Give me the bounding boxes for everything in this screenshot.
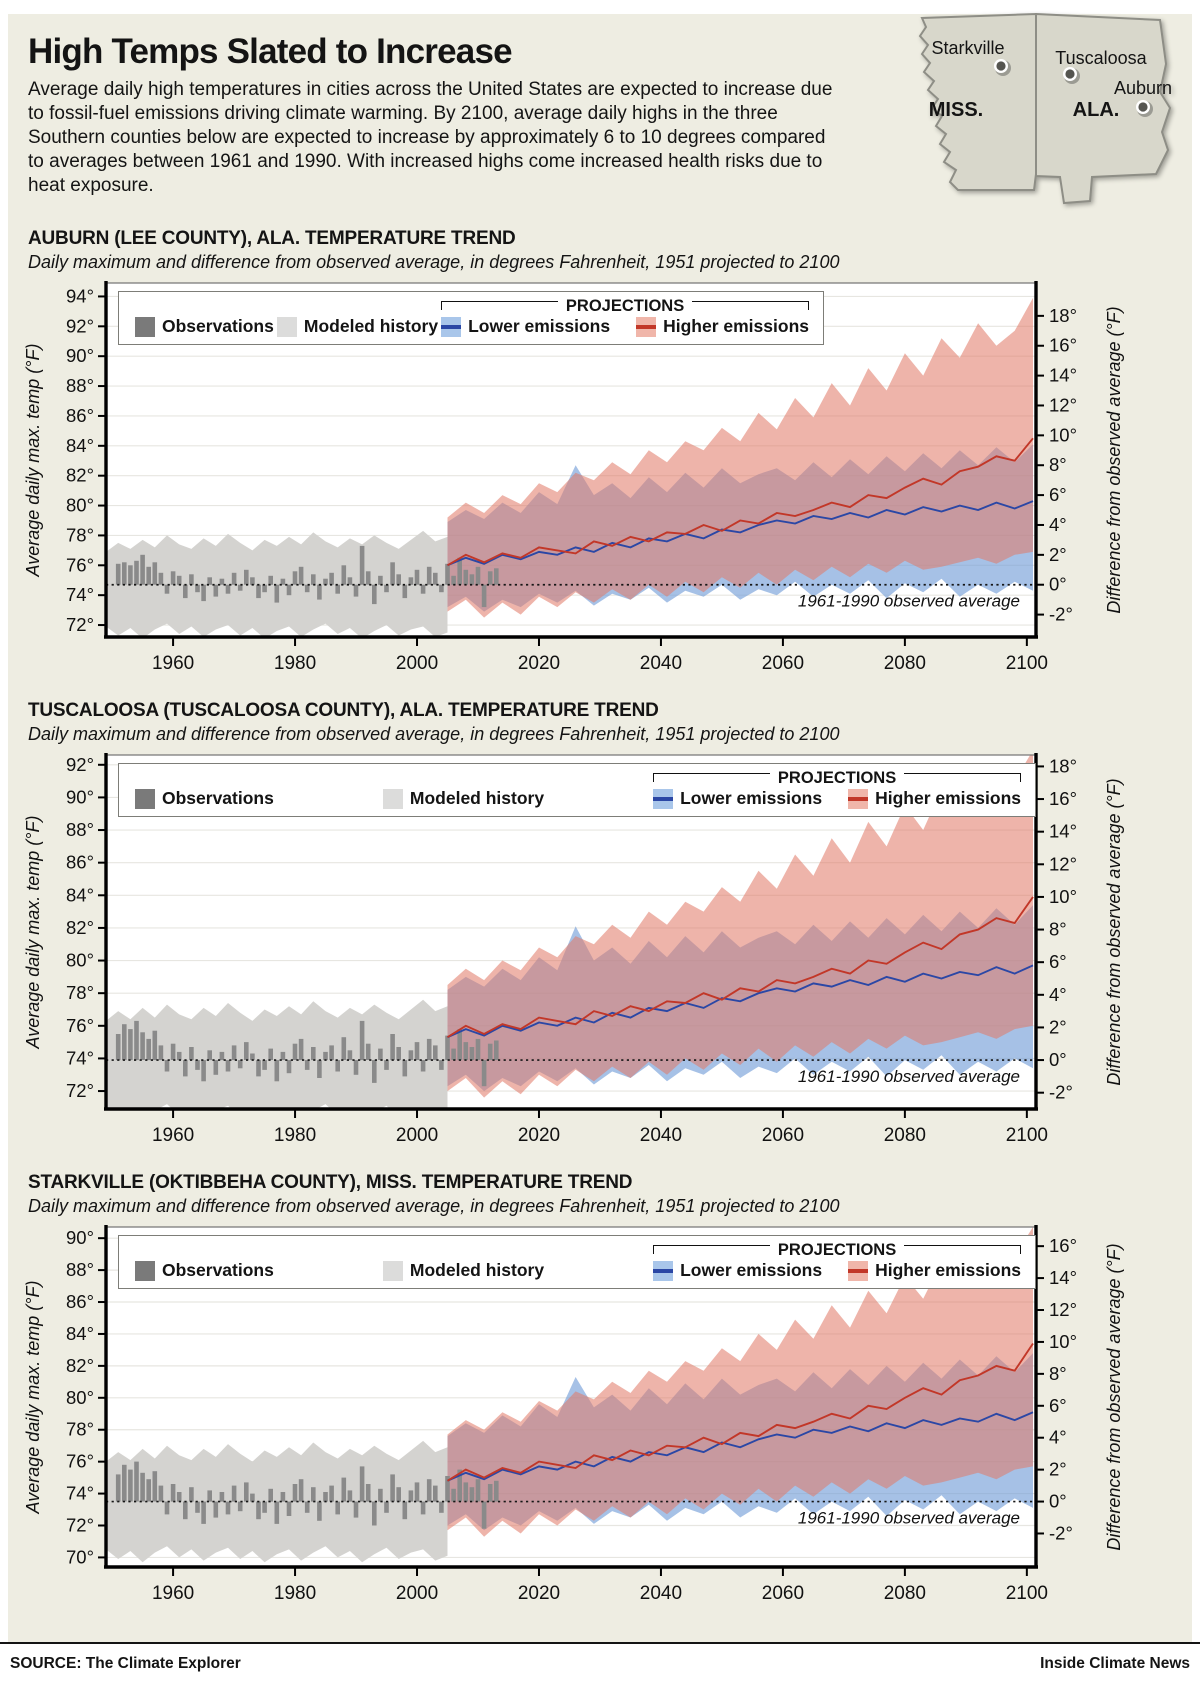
svg-text:88°: 88° (66, 1259, 94, 1281)
marker-dot (996, 61, 1005, 70)
svg-text:90°: 90° (66, 786, 94, 808)
city-label-starkville: Starkville (931, 38, 1005, 58)
city-label-auburn: Auburn (1113, 78, 1173, 98)
svg-text:2060: 2060 (761, 1125, 805, 1146)
projections-label: PROJECTIONS (777, 769, 897, 787)
svg-text:1961-1990 observed average: 1961-1990 observed average (797, 1508, 1020, 1528)
lower-emissions-line-icon (653, 1269, 673, 1273)
svg-text:0°: 0° (1049, 1049, 1067, 1071)
left-axis-title: Average daily max. temp (°F) (23, 815, 43, 1049)
legend-label: Modeled history (409, 788, 545, 808)
svg-text:72°: 72° (66, 614, 94, 636)
svg-text:10°: 10° (1049, 885, 1077, 907)
bracket-line (904, 773, 1021, 782)
modeled-history-swatch-icon (383, 1261, 403, 1281)
svg-text:1980: 1980 (273, 1583, 317, 1604)
legend-item-higher-emissions (848, 788, 1021, 809)
svg-text:2060: 2060 (761, 653, 805, 674)
higher-emissions-line-icon (848, 797, 868, 801)
chart-section-auburn (23, 228, 1192, 686)
chart-subtitle: Daily maximum and difference from observed average, in degrees Fahrenheit, 1951 projected to 2100 (28, 1196, 840, 1216)
observations-swatch-icon (135, 1261, 155, 1281)
svg-text:80°: 80° (66, 1386, 94, 1408)
legend-label: Modeled history (409, 1260, 545, 1280)
svg-text:78°: 78° (66, 524, 94, 546)
locator-map (838, 4, 1190, 214)
svg-text:2100: 2100 (1005, 653, 1048, 674)
chart-title: AUBURN (LEE COUNTY), ALA. TEMPERATURE TREND (28, 228, 516, 249)
legend-item-lower-emissions (653, 788, 822, 809)
legend-label: Observations (162, 1260, 274, 1280)
svg-text:4°: 4° (1049, 1426, 1067, 1448)
svg-text:92°: 92° (66, 315, 94, 337)
svg-text:74°: 74° (66, 1482, 94, 1504)
projections-bracket (653, 1242, 1021, 1260)
svg-text:78°: 78° (66, 982, 94, 1004)
temperature-chart-starkville (22, 1221, 1168, 1616)
svg-text:2040: 2040 (639, 1125, 683, 1146)
svg-text:2°: 2° (1049, 543, 1067, 565)
projections-group (653, 770, 1021, 809)
svg-text:90°: 90° (66, 1227, 94, 1249)
svg-text:8°: 8° (1049, 454, 1067, 476)
legend-label: Higher emissions (875, 788, 1021, 808)
svg-text:14°: 14° (1049, 820, 1077, 842)
legend-item-modeled-history (277, 316, 438, 337)
higher-emissions-swatch-icon (848, 789, 868, 809)
svg-text:8°: 8° (1049, 918, 1067, 940)
temperature-chart-tuscaloosa (22, 749, 1168, 1158)
source-credit: SOURCE: The Climate Explorer (10, 1655, 241, 1672)
legend-label: Lower emissions (680, 788, 823, 808)
publisher-credit: Inside Climate News (1040, 1655, 1190, 1672)
svg-text:1960: 1960 (151, 653, 195, 674)
svg-text:76°: 76° (66, 1450, 94, 1472)
svg-text:2°: 2° (1049, 1016, 1067, 1038)
svg-text:12°: 12° (1049, 394, 1077, 416)
svg-text:16°: 16° (1049, 334, 1077, 356)
svg-text:76°: 76° (66, 554, 94, 576)
svg-text:1960: 1960 (151, 1583, 195, 1604)
svg-text:4°: 4° (1049, 513, 1067, 535)
svg-text:0°: 0° (1049, 1490, 1067, 1512)
legend-item-higher-emissions (636, 316, 809, 337)
svg-text:8°: 8° (1049, 1362, 1067, 1384)
right-axis-title: Difference from observed average (°F) (1104, 1243, 1124, 1551)
lower-emissions-swatch-icon (441, 317, 461, 337)
svg-text:88°: 88° (66, 819, 94, 841)
projections-label: PROJECTIONS (777, 1241, 897, 1259)
projections-group (653, 1242, 1021, 1281)
bracket-line (653, 1245, 770, 1254)
svg-text:12°: 12° (1049, 1299, 1077, 1321)
bracket-line (692, 301, 809, 310)
lower-emissions-line-icon (441, 325, 461, 329)
svg-text:14°: 14° (1049, 364, 1077, 386)
svg-text:2080: 2080 (883, 1125, 927, 1146)
legend-label: Lower emissions (468, 316, 611, 336)
svg-text:2020: 2020 (517, 653, 561, 674)
higher-emissions-line-icon (636, 325, 656, 329)
projections-group (441, 298, 809, 337)
legend-item-lower-emissions (653, 1260, 822, 1281)
lower-emissions-line-icon (653, 797, 673, 801)
header (8, 14, 1192, 214)
svg-text:2080: 2080 (883, 653, 927, 674)
svg-text:1980: 1980 (273, 1125, 317, 1146)
chart-legend (118, 291, 824, 345)
svg-text:2100: 2100 (1005, 1583, 1048, 1604)
legend-label: Higher emissions (663, 316, 809, 336)
chart-legend (118, 763, 1036, 817)
city-label-tuscaloosa: Tuscaloosa (1055, 48, 1147, 68)
right-axis-title: Difference from observed average (°F) (1104, 778, 1124, 1086)
svg-text:6°: 6° (1049, 1394, 1067, 1416)
svg-text:16°: 16° (1049, 1235, 1077, 1257)
lower-emissions-swatch-icon (653, 789, 673, 809)
page-title: High Temps Slated to Increase (28, 32, 512, 71)
chart-title: STARKVILLE (OKTIBBEHA COUNTY), MISS. TEMPERATURE TREND (28, 1172, 633, 1193)
modeled-history-swatch-icon (383, 789, 403, 809)
svg-text:82°: 82° (66, 1354, 94, 1376)
svg-text:2040: 2040 (639, 1583, 683, 1604)
legend-item-higher-emissions (848, 1260, 1021, 1281)
bracket-line (653, 773, 770, 782)
svg-text:2020: 2020 (517, 1583, 561, 1604)
left-axis-title: Average daily max. temp (°F) (23, 343, 43, 577)
svg-text:2000: 2000 (395, 653, 439, 674)
chart-section-tuscaloosa (23, 700, 1192, 1158)
svg-text:90°: 90° (66, 345, 94, 367)
svg-text:-2°: -2° (1049, 603, 1073, 625)
svg-text:2000: 2000 (395, 1125, 439, 1146)
lower-emissions-swatch-icon (653, 1261, 673, 1281)
temperature-chart-auburn (22, 277, 1168, 686)
svg-text:74°: 74° (66, 584, 94, 606)
observations-swatch-icon (135, 317, 155, 337)
svg-text:1960: 1960 (151, 1125, 195, 1146)
state-label-alabama: ALA. (1072, 99, 1120, 121)
projections-bracket (441, 298, 809, 316)
svg-text:1980: 1980 (273, 653, 317, 674)
legend-label: Modeled history (303, 316, 439, 336)
observations-swatch-icon (135, 789, 155, 809)
legend-item-observations (135, 316, 274, 337)
svg-text:94°: 94° (66, 285, 94, 307)
svg-text:14°: 14° (1049, 1267, 1077, 1289)
higher-emissions-line-icon (848, 1269, 868, 1273)
modeled-history-swatch-icon (277, 317, 297, 337)
svg-text:10°: 10° (1049, 424, 1077, 446)
legend-label: Higher emissions (875, 1260, 1021, 1280)
intro-text: Average daily high temperatures in cities across the United States are expected to increase due to fossil-fuel emissions driving climate warming. By 2100, average daily highs in the three Southern counties below are expected to increase by approximately 6 to 10 degrees compared to averages between 1961 and 1990. With increased highs come increased health risks due to heat exposure. (28, 79, 833, 196)
infographic-canvas (8, 14, 1192, 1642)
legend-item-lower-emissions (441, 316, 610, 337)
legend-item-observations (135, 1260, 274, 1281)
svg-text:84°: 84° (66, 434, 94, 456)
legend-item-modeled-history (383, 1260, 544, 1281)
bracket-line (904, 1245, 1021, 1254)
svg-text:2080: 2080 (883, 1583, 927, 1604)
chart-subtitle: Daily maximum and difference from observed average, in degrees Fahrenheit, 1951 projected to 2100 (28, 724, 840, 744)
marker-dot (1138, 102, 1147, 111)
svg-text:78°: 78° (66, 1418, 94, 1440)
svg-text:72°: 72° (66, 1514, 94, 1536)
legend-item-modeled-history (383, 788, 544, 809)
svg-text:82°: 82° (66, 464, 94, 486)
chart-legend (118, 1235, 1036, 1289)
svg-text:80°: 80° (66, 494, 94, 516)
svg-text:-2°: -2° (1049, 1081, 1073, 1103)
svg-text:12°: 12° (1049, 853, 1077, 875)
chart-title: TUSCALOOSA (TUSCALOOSA COUNTY), ALA. TEMPERATURE TREND (28, 700, 659, 721)
chart-section-starkville (23, 1172, 1192, 1616)
svg-text:76°: 76° (66, 1014, 94, 1036)
legend-label: Observations (162, 788, 274, 808)
svg-text:74°: 74° (66, 1047, 94, 1069)
svg-text:6°: 6° (1049, 484, 1067, 506)
svg-text:10°: 10° (1049, 1330, 1077, 1352)
svg-text:84°: 84° (66, 1322, 94, 1344)
footer (0, 1642, 1200, 1684)
left-axis-title: Average daily max. temp (°F) (23, 1280, 43, 1514)
svg-text:84°: 84° (66, 884, 94, 906)
chart-subtitle: Daily maximum and difference from observed average, in degrees Fahrenheit, 1951 projected to 2100 (28, 252, 840, 272)
svg-text:6°: 6° (1049, 951, 1067, 973)
svg-text:2060: 2060 (761, 1583, 805, 1604)
svg-text:80°: 80° (66, 949, 94, 971)
svg-text:2020: 2020 (517, 1125, 561, 1146)
higher-emissions-swatch-icon (636, 317, 656, 337)
legend-item-observations (135, 788, 274, 809)
svg-text:4°: 4° (1049, 983, 1067, 1005)
svg-text:88°: 88° (66, 375, 94, 397)
svg-text:70°: 70° (66, 1546, 94, 1568)
right-axis-title: Difference from observed average (°F) (1104, 306, 1124, 614)
svg-text:92°: 92° (66, 753, 94, 775)
svg-text:16°: 16° (1049, 788, 1077, 810)
legend-label: Observations (162, 316, 274, 336)
svg-text:82°: 82° (66, 916, 94, 938)
higher-emissions-swatch-icon (848, 1261, 868, 1281)
bracket-line (441, 301, 558, 310)
svg-text:-2°: -2° (1049, 1522, 1073, 1544)
svg-text:2°: 2° (1049, 1458, 1067, 1480)
svg-text:2000: 2000 (395, 1583, 439, 1604)
svg-text:86°: 86° (66, 851, 94, 873)
svg-text:72°: 72° (66, 1080, 94, 1102)
svg-text:2100: 2100 (1005, 1125, 1048, 1146)
svg-text:2040: 2040 (639, 653, 683, 674)
svg-text:0°: 0° (1049, 573, 1067, 595)
svg-text:1961-1990 observed average: 1961-1990 observed average (797, 591, 1020, 611)
state-label-mississippi: MISS. (928, 99, 984, 121)
projections-bracket (653, 770, 1021, 788)
svg-text:86°: 86° (66, 404, 94, 426)
svg-text:1961-1990 observed average: 1961-1990 observed average (797, 1067, 1020, 1087)
marker-dot (1065, 69, 1074, 78)
svg-text:18°: 18° (1049, 755, 1077, 777)
projections-label: PROJECTIONS (565, 297, 685, 315)
svg-text:18°: 18° (1049, 304, 1077, 326)
svg-text:86°: 86° (66, 1291, 94, 1313)
legend-label: Lower emissions (680, 1260, 823, 1280)
